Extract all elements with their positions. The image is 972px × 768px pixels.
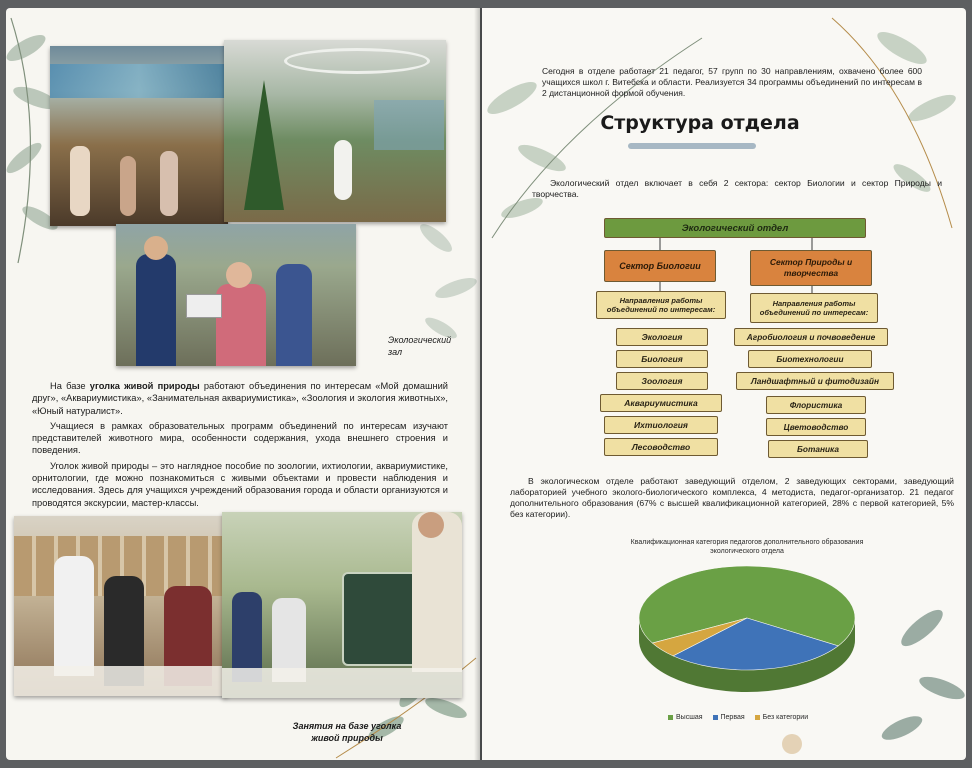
direction-right-item: Ландшафтный и фитодизайн bbox=[736, 372, 894, 390]
direction-right-item: Агробиология и почвоведение bbox=[734, 328, 888, 346]
intro-paragraph bbox=[32, 380, 448, 417]
legend-label: Высшая bbox=[676, 714, 703, 721]
direction-left-item: Лесоводство bbox=[604, 438, 718, 456]
direction-left-item: Биология bbox=[616, 350, 708, 368]
right-page bbox=[482, 8, 966, 760]
intro-rest: работают объединения по интересам «Мой домашний друг», «Аквариумистика», «Занимательная аквариумистика», «Зоология и экология животных», «Юный натуралист». bbox=[32, 381, 449, 416]
staff-text: В экологическом отделе работают заведующий отделом, 2 заведующих секторами, заведующий лабораторией учебного эколого-биологического комплекса, 4 методиста, педагог-организатор. 21 педагог дополнительного образования (67% с высшей квалификационной категорией, 28% с первой категорией, 5% без категории). bbox=[510, 476, 954, 519]
photo-eco-hall-museum bbox=[50, 46, 228, 226]
photo-children-egg bbox=[116, 224, 356, 366]
chart-legend bbox=[668, 714, 808, 721]
direction-right-item: Ботаника bbox=[768, 440, 868, 458]
direction-left-item: Аквариумистика bbox=[600, 394, 722, 412]
left-body-text bbox=[32, 380, 448, 509]
direction-left-item: Ихтиология bbox=[604, 416, 718, 434]
structure-intro: Экологический отдел включает в себя 2 сектора: сектор Биологии и сектор Природы и творчества. bbox=[532, 178, 942, 199]
org-root-box: Экологический отдел bbox=[604, 218, 866, 238]
direction-right-item: Биотехнологии bbox=[748, 350, 872, 368]
photo-children-aquarium bbox=[222, 512, 462, 698]
direction-left-item: Экология bbox=[616, 328, 708, 346]
paragraph-2: Учащиеся в рамках образовательных программ объединений по интересам изучают представителей животного мира, особенности содержания, ухода внешнего строения и поведения. bbox=[32, 420, 448, 456]
sector-biology-box: Сектор Биологии bbox=[604, 250, 716, 282]
chart-title: Квалификационная категория педагогов дополнительного образования экологического отдела bbox=[630, 539, 864, 555]
top-text: Сегодня в отделе работает 21 педагог, 57 групп по 30 направлениям, охвачено более 600 учащихся школ г. Витебска и области. Реализуется 34 программы объединений по интересам в 2 дистанционной формой обучения. bbox=[542, 66, 922, 98]
sector-nature-box: Сектор Природы и творчества bbox=[750, 250, 872, 286]
org-chart-connectors bbox=[482, 8, 966, 468]
direction-right-item: Флористика bbox=[766, 396, 866, 414]
photo-caption-hall: Экологический зал bbox=[388, 335, 452, 357]
directions-label-right: Направления работы объединений по интересам: bbox=[750, 293, 878, 323]
legend-item bbox=[713, 714, 745, 721]
intro-bold: уголка живой природы bbox=[89, 381, 200, 391]
photo-children-table bbox=[14, 516, 228, 696]
legend-label: Первая bbox=[720, 714, 745, 721]
legend-label: Без категории bbox=[762, 714, 809, 721]
legend-swatch bbox=[713, 715, 718, 720]
directions-label-left: Направления работы объединений по интересам: bbox=[596, 291, 726, 319]
pie-chart bbox=[632, 556, 862, 706]
direction-right-item: Цветоводство bbox=[766, 418, 866, 436]
legend-item bbox=[668, 714, 703, 721]
legend-swatch bbox=[755, 715, 760, 720]
direction-left-item: Зоология bbox=[616, 372, 708, 390]
left-page bbox=[6, 8, 480, 760]
photo-eco-hall-diorama bbox=[224, 40, 446, 222]
page-title: Структура отдела bbox=[600, 112, 800, 134]
paragraph-3: Уголок живой природы – это наглядное пособие по зоологии, ихтиологии, аквариумистике, орнитологии, где можно познакомиться с живыми объектами и провести наблюдения и исследования. Здесь для учащихся учреждений образования города и области организуются и проводятся экскурсии, мастер-классы. bbox=[32, 460, 448, 508]
intro-prefix: На базе bbox=[50, 381, 90, 391]
photo-caption-lessons: Занятия на базе уголка живой природы bbox=[292, 721, 402, 743]
legend-swatch bbox=[668, 715, 673, 720]
legend-item bbox=[755, 714, 808, 721]
page-number-mark bbox=[782, 734, 802, 754]
